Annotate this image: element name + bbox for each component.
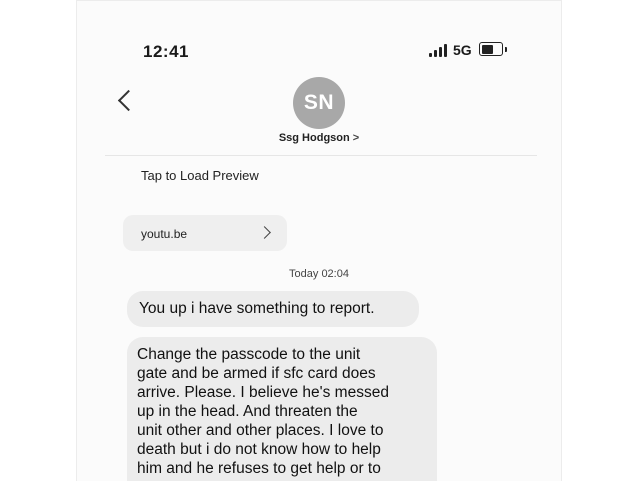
message-bubble[interactable]	[127, 337, 437, 481]
chevron-right-icon	[258, 226, 271, 239]
contact-name-button[interactable]	[77, 132, 561, 144]
contact-avatar[interactable]	[293, 77, 345, 129]
link-domain: youtu.be	[141, 227, 188, 241]
message-timestamp: Today 02:04	[289, 268, 349, 280]
avatar-initials: SN	[303, 91, 335, 114]
message-text: You up i have something to report.	[139, 300, 375, 317]
contact-chevron-icon: >	[352, 132, 360, 144]
status-time: 12:41	[143, 42, 189, 61]
status-bar	[77, 1, 561, 81]
messages-screen	[76, 0, 562, 481]
header-divider	[105, 155, 537, 156]
battery-icon	[479, 42, 503, 56]
message-bubble[interactable]	[127, 291, 419, 327]
network-type: 5G	[453, 42, 472, 58]
link-preview-bubble[interactable]	[123, 215, 287, 251]
contact-name: Ssg Hodgson	[278, 132, 350, 144]
message-text: Change the passcode to the unit gate and be armed if sfc card does arrive. Please. I believe he's messed up in the head. And threaten the unit other and other places. I love to death but i do not know how to help him and he refuses to get help or to	[137, 346, 389, 477]
back-chevron-icon[interactable]	[118, 90, 139, 111]
tap-to-load-preview[interactable]: Tap to Load Preview	[141, 168, 259, 183]
signal-bars-icon	[429, 43, 449, 57]
